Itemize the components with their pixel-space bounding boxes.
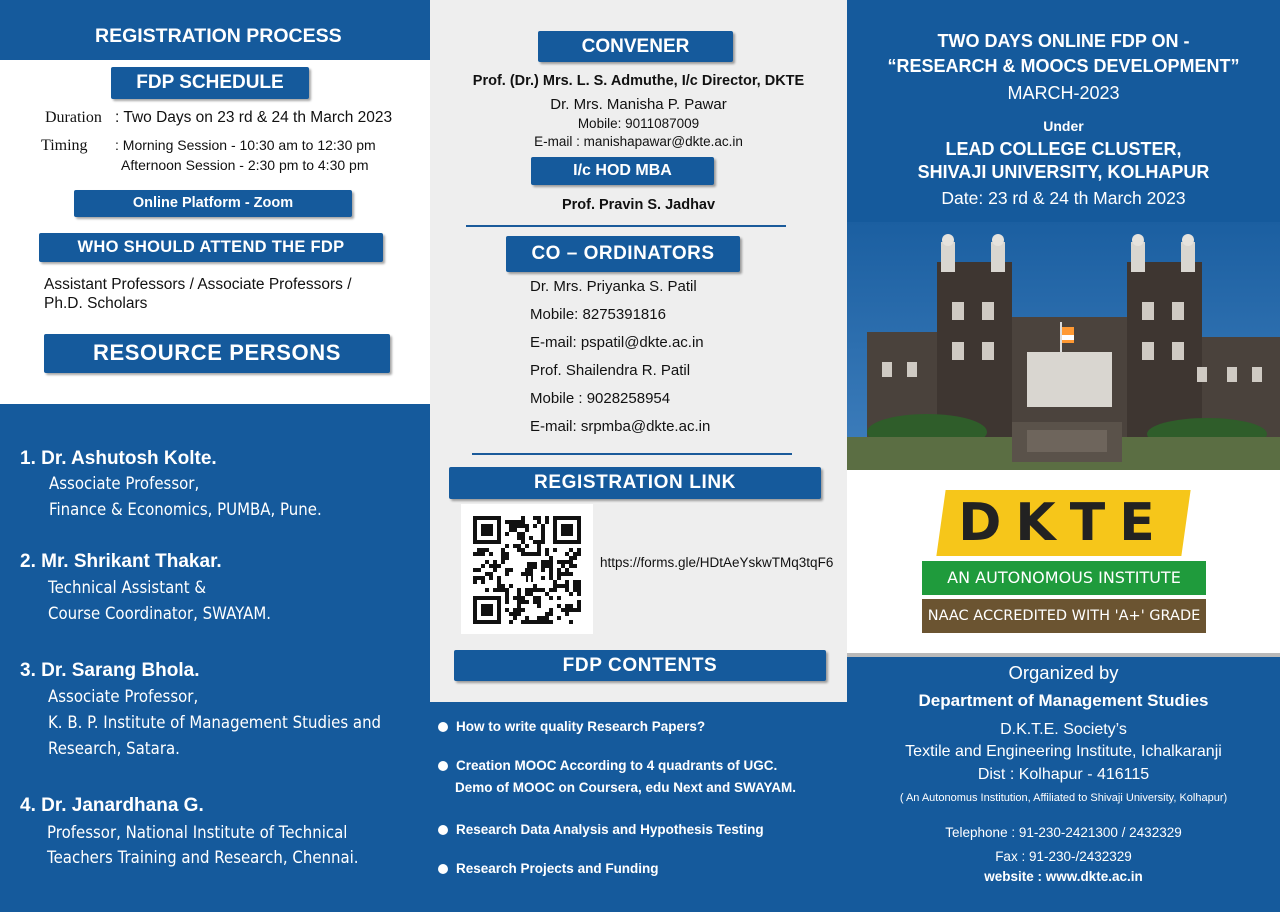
content-item-3: Research Data Analysis and Hypothesis Testing [438,822,764,837]
timing-label: Timing [41,137,88,154]
coordinator-1-name: Dr. Mrs. Priyanka S. Patil [530,278,697,295]
resource-person-2-line-2: Course Coordinator, SWAYAM. [48,604,272,624]
website[interactable]: website : www.dkte.ac.in [984,869,1143,884]
content-item-1: How to write quality Research Papers? [438,719,705,734]
resource-person-3-line-1: Associate Professor, [48,687,199,707]
who-should-attend-heading: WHO SHOULD ATTEND THE FDP [39,233,383,262]
coordinators-heading: CO – ORDINATORS [506,236,740,272]
member-name: Dr. Mrs. Manisha P. Pawar [550,96,727,113]
department-name: Department of Management Studies [918,691,1209,710]
bullet-icon [438,864,448,874]
online-platform-badge: Online Platform - Zoom [74,190,352,217]
fdp-schedule-heading: FDP SCHEDULE [111,67,309,99]
resource-person-1-line-2: Finance & Economics, PUMBA, Pune. [49,500,322,520]
organized-by: Organized by [1008,662,1119,683]
attend-line-2: Ph.D. Scholars [44,295,148,312]
resource-person-3-line-2: K. B. P. Institute of Management Studies and [48,713,382,733]
dkte-logo: DKTE [958,493,1169,553]
bullet-icon [438,761,448,771]
fdp-month: MARCH-2023 [1007,83,1120,103]
fax: Fax : 91-230-/2432329 [995,849,1132,864]
fdp-date: Date: 23 rd & 24 th March 2023 [941,188,1186,208]
autonomous-banner: AN AUTONOMOUS INSTITUTE [922,561,1206,595]
bullet-icon [438,825,448,835]
divider [466,225,786,227]
resource-person-2-line-1: Technical Assistant & [48,578,207,598]
building-icon [847,222,1280,470]
cluster-line-2: SHIVAJI UNIVERSITY, KOLHAPUR [917,162,1210,182]
convener-heading: CONVENER [538,31,733,62]
duration-value: : Two Days on 23 rd & 24 th March 2023 [115,109,393,126]
under-label: Under [1043,118,1084,134]
registration-url[interactable]: https://forms.gle/HDtAeYskwTMq3tqF6 [600,555,834,570]
institute-building-image [847,222,1280,470]
affiliation: ( An Autonomus Institution, Affiliated to Shivaji University, Kolhapur) [899,792,1228,804]
bullet-icon [438,722,448,732]
resource-person-3-name: 3. Dr. Sarang Bhola. [20,660,200,681]
coordinator-1-mobile: Mobile: 8275391816 [530,306,666,323]
coordinator-2-mobile: Mobile : 9028258954 [530,390,671,407]
naac-banner: NAAC ACCREDITED WITH 'A+' GRADE [922,599,1206,633]
content-item-4: Research Projects and Funding [438,861,659,876]
resource-person-3-line-3: Research, Satara. [48,739,180,759]
resource-persons-heading: RESOURCE PERSONS [44,334,390,373]
fdp-contents-heading: FDP CONTENTS [454,650,826,681]
afternoon-session: Afternoon Session - 2:30 pm to 4:30 pm [121,157,369,173]
coordinator-1-email: E-mail: pspatil@dkte.ac.in [530,334,704,351]
telephone: Telephone : 91-230-2421300 / 2432329 [945,825,1182,840]
content-item-2-continued: Demo of MOOC on Coursera, edu Next and SWAYAM. [455,780,797,795]
qr-code[interactable] [461,504,593,634]
content-item-2: Creation MOOC According to 4 quadrants of UGC. [438,758,777,773]
coordinator-2-name: Prof. Shailendra R. Patil [530,362,691,379]
institute-name: Textile and Engineering Institute, Ichalkaranji [905,743,1222,760]
registration-link-heading: REGISTRATION LINK [449,467,821,499]
duration-label: Duration [45,109,102,126]
resource-person-2-name: 2. Mr. Shrikant Thakar. [20,551,222,572]
registration-process-heading: REGISTRATION PROCESS [95,25,342,47]
society-name: D.K.T.E. Society’s [1000,721,1127,738]
morning-session: : Morning Session - 10:30 am to 12:30 pm [115,137,376,153]
fdp-title-line-1: TWO DAYS ONLINE FDP ON - [937,31,1190,51]
resource-person-1-name: 1. Dr. Ashutosh Kolte. [20,448,217,469]
coordinator-2-email: E-mail: srpmba@dkte.ac.in [530,418,711,435]
resource-person-4-line-2: Teachers Training and Research, Chennai. [47,848,359,868]
convener-name: Prof. (Dr.) Mrs. L. S. Admuthe, I/c Director, DKTE [472,73,805,89]
resource-person-4-line-1: Professor, National Institute of Technical [47,823,348,843]
hod-heading: I/c HOD MBA [531,157,714,185]
member-mobile: Mobile: 9011087009 [577,116,700,131]
district: Dist : Kolhapur - 416115 [977,766,1150,783]
member-email: E-mail : manishapawar@dkte.ac.in [534,134,743,149]
fdp-title-line-2: “RESEARCH & MOOCS DEVELOPMENT” [887,56,1240,76]
attend-line-1: Assistant Professors / Associate Professors / [44,276,352,293]
divider [472,453,792,455]
resource-person-4-name: 4. Dr. Janardhana G. [20,795,204,816]
hod-name: Prof. Pravin S. Jadhav [561,197,716,213]
resource-person-1-line-1: Associate Professor, [49,474,200,494]
qr-code-icon [461,504,593,634]
cluster-line-1: LEAD COLLEGE CLUSTER, [945,139,1182,159]
